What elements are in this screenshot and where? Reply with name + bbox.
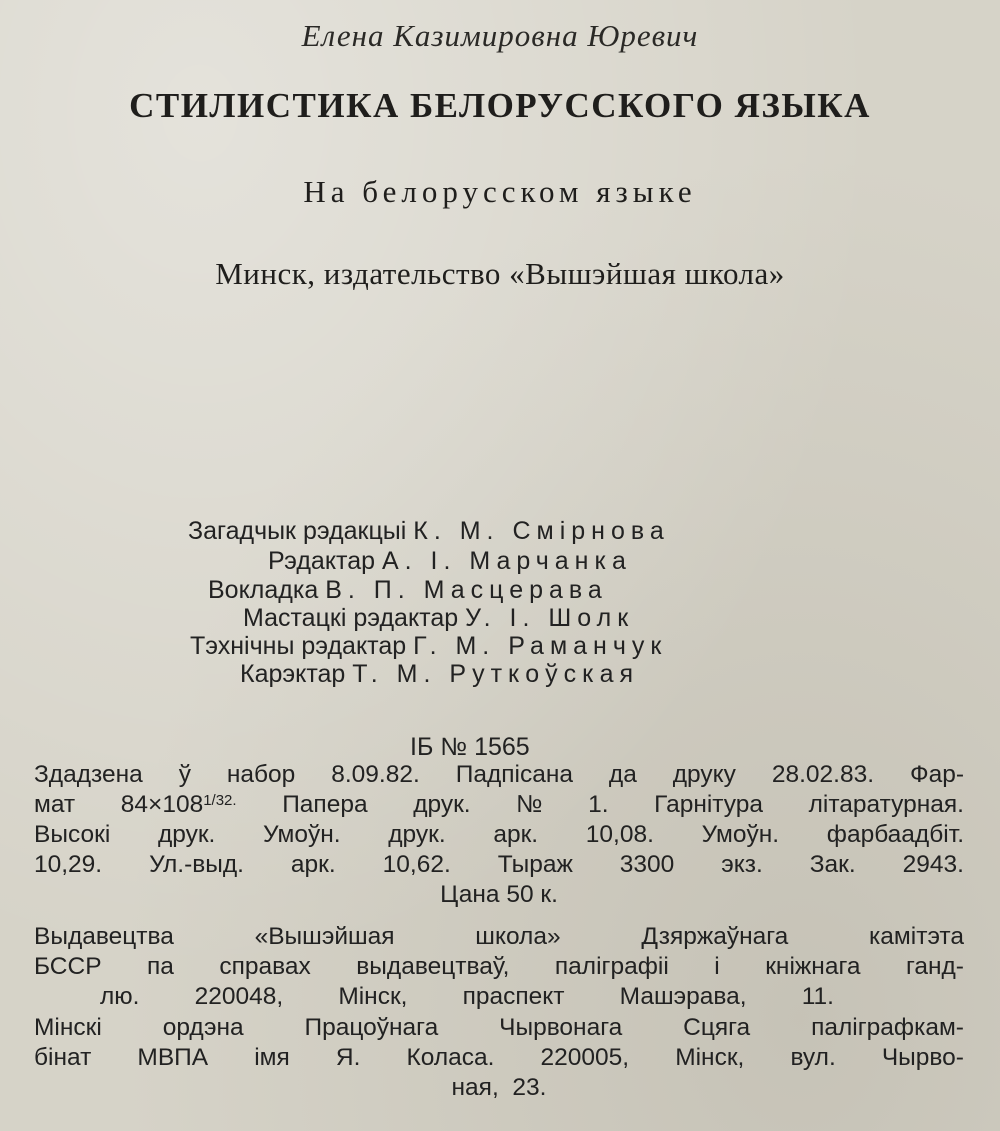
staff-name: К. М. Смірнова <box>413 517 670 545</box>
imprint-line: Высокі друк. Умоўн. друк. арк. 10,08. Умоўн. фарбаадбіт. <box>34 821 964 848</box>
staff-row <box>190 632 667 661</box>
imprint-block <box>34 760 964 910</box>
staff-name: Т. М. Руткоўская <box>352 660 640 688</box>
book-title: СТИЛИСТИКА БЕЛОРУССКОГО ЯЗЫКА <box>129 86 871 125</box>
staff-role: Тэхнічны рэдактар <box>190 632 407 660</box>
staff-row <box>240 660 639 689</box>
staff-name: Г. М. Раманчук <box>413 632 668 660</box>
staff-row <box>268 547 632 576</box>
publisher-block <box>34 922 964 1012</box>
staff-name: В. П. Масцерава <box>325 576 608 604</box>
staff-role: Загадчык рэдакцыі <box>188 517 407 545</box>
staff-name: У. І. Шолк <box>465 604 635 632</box>
staff-row <box>208 576 608 605</box>
staff-row <box>188 517 670 546</box>
author-name: Елена Казимировна Юревич <box>301 18 699 53</box>
staff-role: Рэдактар <box>268 547 376 575</box>
publisher-line-row: Выдавецтва «Вышэйшая школа» Дзяржаўнага камітэта <box>34 923 964 950</box>
imprint-line: мат $84\times 108^{1/32.}$ Папера друк. № 1. Гарнітура літаратурная. <box>34 791 964 818</box>
printer-line-row: бінат МВПА імя Я. Коласа. 220005, Мінск, вул. Чырво- <box>34 1044 964 1071</box>
price-line <box>34 880 964 910</box>
language-note: На белорусском языке <box>303 174 697 209</box>
staff-row <box>243 604 634 633</box>
imprint-line: 10,29. Ул.-выд. арк. 10,62. Тыраж 3300 экз. Зак. 2943. <box>34 851 964 878</box>
staff-name: А. І. Марчанка <box>381 547 632 575</box>
format-fraction: 1/32. <box>203 792 237 809</box>
printer-block <box>34 1013 964 1103</box>
publisher-line-row: лю. 220048, Мінск, праспект Машэрава, 11. <box>100 983 834 1010</box>
staff-role: Вокладка <box>208 576 319 604</box>
ib-number: ІБ № 1565 <box>410 733 530 761</box>
imprint-line: Здадзена ў набор 8.09.82. Падпісана да друку 28.02.83. Фар- <box>34 761 964 788</box>
staff-role: Карэктар <box>240 660 346 688</box>
printer-line-row: Мінскі ордэна Працоўнага Чырвонага Сцяга паліграфкам- <box>34 1014 964 1041</box>
staff-role: Мастацкі рэдактар <box>243 604 459 632</box>
price: Цана 50 к. <box>440 881 558 908</box>
publisher-line: Минск, издательство «Вышэйшая школа» <box>215 256 785 291</box>
printer-line-row: ная, 23. <box>451 1074 547 1101</box>
publisher-line-row: БССР па справах выдавецтваў, паліграфіі і кніжнага ганд- <box>34 953 964 980</box>
